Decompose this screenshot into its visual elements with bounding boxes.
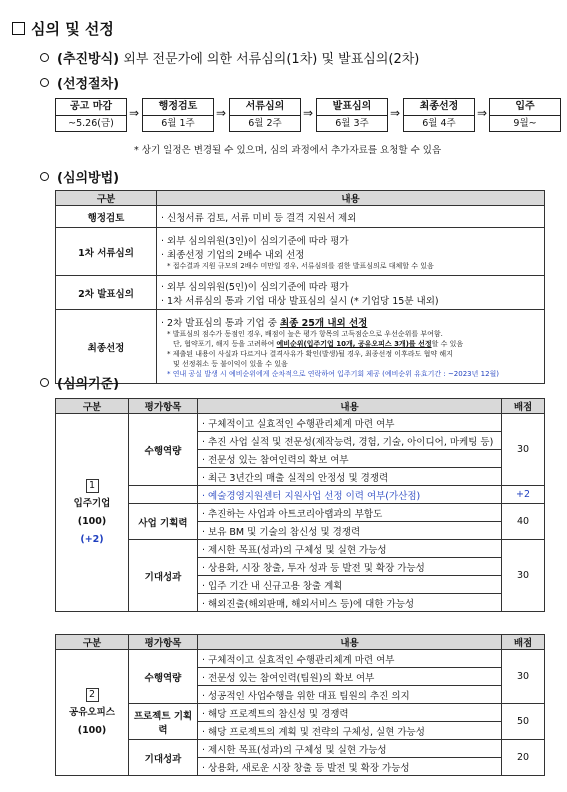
- section-title: 심의 및 선정: [12, 18, 114, 39]
- process-step: 최종선정 6월 4주: [403, 98, 475, 132]
- circle-bullet-icon: [40, 378, 49, 387]
- review-table: 구분 내용 행정검토 · 신청서류 검토, 서류 미비 등 결격 지원서 제외 1차 서류심의 · 외부 심의위원(3인)이 심의기준에 따라 평가 · 최종선정 기업의 2배수 내외 선정 * 접수결과 지원 규모의 2배수 미만일 경우, 서류심의를 겸한 발표심의로 대체할 수 있음 2차 발표심의 · 외부 심의위원(5인)이 심의기준에 따라 평가 · 1차 서류심의 통과 기업 대상 발표심의 실시 (* 기업당 15분 내외) 최종선정 · 2차 발표심의 통과 기업 중 최종 25개 내외 선정 * 발표심의 점수가 동점인 경우, 배점이 높은 평가 항목의 고득점순으로 우선순위를 부여함. 단, 협약포기, 해지 등을 고려하여 예비순위(입주기업 10개, 공유오피스 3개)를 선정할 수 있음 * 제출된 내용이 사실과 다르거나 결격사유가 확인(발생)될 경우, 최종선정 이후라도 협약 해지 및 선정취소 등 불이익이 있을 수 있음 * 연내 공실 발생 시 예비순위에게 순차적으로 연락하여 입주기회 제공 (예비순위 유효기간 : ~2023년 12월): [55, 190, 545, 384]
- process-step: 입주 9월~: [489, 98, 561, 132]
- procedure-heading: (선정절차): [40, 73, 119, 92]
- circle-bullet-icon: [40, 53, 49, 62]
- number-box: 2: [86, 688, 99, 702]
- table-row: 최종선정 · 2차 발표심의 통과 기업 중 최종 25개 내외 선정 * 발표심의 점수가 동점인 경우, 배점이 높은 평가 항목의 고득점순으로 우선순위를 부여함. 단, 협약포기, 해지 등을 고려하여 예비순위(입주기업 10개, 공유오피스 3개)를 선정할 수 있음 * 제출된 내용이 사실과 다르거나 결격사유가 확인(발생)될 경우, 최종선정 이후라도 협약 해지 및 선정취소 등 불이익이 있을 수 있음 * 연내 공실 발생 시 예비순위에게 순차적으로 연락하여 입주기회 제공 (예비순위 유효기간 : ~2023년 12월): [56, 310, 545, 384]
- right-arrow-icon: ⇒: [390, 106, 401, 120]
- criteria-table-office: 구분 평가항목 내용 배점 2 공유오피스 (100) 수행역량 · 구체적이고 실효적인 수행관리체계 마련 여부 30 · 전문성 있는 참여인력(팀원)의 확보 여부 · 성공적인 사업수행을 위한 대표 팀원의 추진 의지 프로젝트 기획력 · 해당 프로젝트의 참신성 및 경쟁력 50 · 해당 프로젝트의 계획 및 전략의 구체성, 실현 가능성 기대성과 · 제시한 목표(성과)의 구체성 및 실현 가능성 20 · 상용화, 새로운 시장 창출 등 발전 및 확장 가능성: [55, 634, 545, 776]
- process-step: 공고 마감 ~5.26(금): [55, 98, 127, 132]
- criteria-heading: (심의기준): [40, 373, 119, 392]
- table-row: 2차 발표심의 · 외부 심의위원(5인)이 심의기준에 따라 평가 · 1차 서류심의 통과 기업 대상 발표심의 실시 (* 기업당 15분 내외): [56, 276, 545, 310]
- right-arrow-icon: ⇒: [477, 106, 488, 120]
- review-heading: (심의방법): [40, 167, 119, 186]
- right-arrow-icon: ⇒: [303, 106, 314, 120]
- right-arrow-icon: ⇒: [129, 106, 140, 120]
- criteria-table-company: 구분 평가항목 내용 배점 1 입주기업 (100) (+2) 수행역량 · 구체적이고 실효적인 수행관리체계 마련 여부 30 · 추진 사업 실적 및 전문성(제작능력, 경험, 기술, 아이디어, 마케팅 등) · 전문성 있는 참여인력의 확보 여부 · 최근 3년간의 매출 실적의 안정성 및 경쟁력 · 예술경영지원센터 지원사업 선정 이력 여부(가산점) +2 사업 기획력 · 추진하는 사업과 아트코리아랩과의 부합도 40 · 보유 BM 및 기술의 참신성 및 경쟁력 기대성과 · 제시한 목표(성과)의 구체성 및 실현 가능성 30 · 상용화, 시장 창출, 투자 성과 등 발전 및 확장 가능성 · 입주 기간 내 신규고용 창출 계획 · 해외진출(해외판매, 해외서비스 등)에 대한 가능성: [55, 398, 545, 612]
- checkbox-square-icon: [12, 22, 25, 35]
- table-row: 행정검토 · 신청서류 검토, 서류 미비 등 결격 지원서 제외: [56, 206, 545, 228]
- number-box: 1: [86, 479, 99, 493]
- circle-bullet-icon: [40, 78, 49, 87]
- schedule-note: * 상기 일정은 변경될 수 있으며, 심의 과정에서 추가자료를 요청할 수 있음: [134, 145, 442, 156]
- process-step: 서류심의 6월 2주: [229, 98, 301, 132]
- right-arrow-icon: ⇒: [216, 106, 227, 120]
- process-step: 행정검토 6월 1주: [142, 98, 214, 132]
- circle-bullet-icon: [40, 172, 49, 181]
- method-line: (추진방식) 외부 전문가에 의한 서류심의(1차) 및 발표심의(2차): [40, 48, 419, 67]
- process-step: 발표심의 6월 3주: [316, 98, 388, 132]
- table-row: 1차 서류심의 · 외부 심의위원(3인)이 심의기준에 따라 평가 · 최종선정 기업의 2배수 내외 선정 * 접수결과 지원 규모의 2배수 미만일 경우, 서류심의를 겸한 발표심의로 대체할 수 있음: [56, 228, 545, 276]
